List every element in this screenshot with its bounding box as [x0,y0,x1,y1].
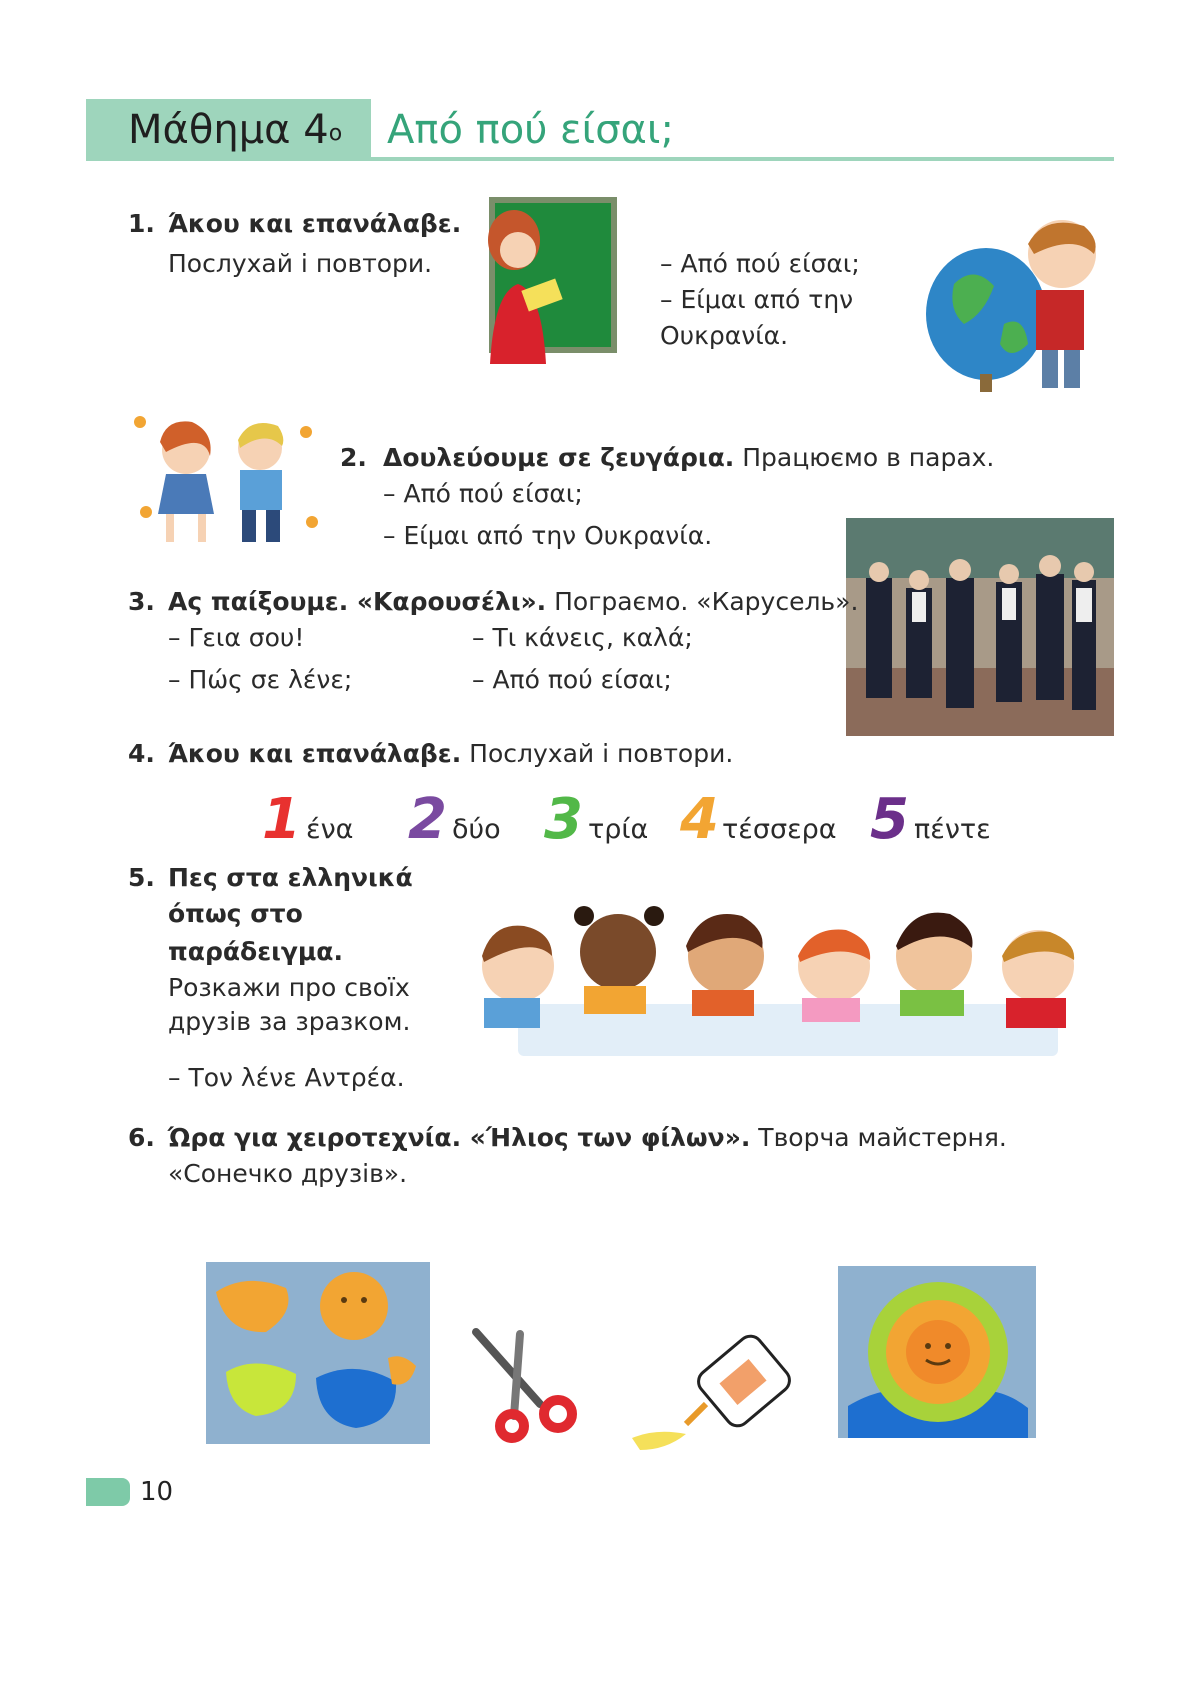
exercise-3-left-line-1: – Γεια σου! [168,623,305,652]
number-5-word: πέντε [914,814,991,845]
number-5-digit: 5 [870,787,909,852]
exercise-3-right-line-1: – Τι κάνεις, καλά; [472,623,693,652]
paper-hands-photo [206,1262,430,1444]
exercise-2-title: Δουλεύουμε σε ζευγάρια. Працюємо в парах. [383,443,995,472]
page-number-tab [86,1478,130,1506]
exercise-6-subtitle: «Сонечко друзів». [168,1159,408,1188]
page-number: 10 [140,1477,174,1507]
exercise-1-number: 1. [128,209,155,238]
exercise-1-subtitle: Послухай і повтори. [168,249,433,278]
scissors-icon [470,1326,578,1444]
children-pair-illustration [126,402,322,550]
exercise-5-number: 5. [128,863,155,892]
header-underline [371,157,1114,161]
number-4-word: τέσσερα [722,814,837,845]
exercise-2-dialog-line-1: – Από πού είσαι; [383,479,583,508]
number-1-digit: 1 [262,787,301,852]
exercise-2-dialog-line-2: – Είμαι από την Ουκρανία. [383,521,713,550]
exercise-1-dialog-line-2: – Είμαι από την [660,285,854,314]
exercise-6-number: 6. [128,1123,155,1152]
page-title: Από πού είσαι; [387,107,674,153]
children-group-illustration [472,886,1094,1056]
exercise-2-number: 2. [340,443,367,472]
exercise-5-subtitle-line-1: Розкажи про своїх [168,973,410,1002]
boy-with-globe-illustration [924,214,1114,396]
lesson-label: Μάθημα $4^o$ [128,107,343,153]
number-1-word: ένα [306,814,354,845]
teacher-illustration [470,192,620,364]
friends-sun-photo [838,1266,1036,1438]
exercise-4-title: Άκου και επανάλαβε. Послухай і повтори. [168,739,734,768]
exercise-5-title-line-1: Πες στα ελληνικά [168,863,413,892]
exercise-4-number: 4. [128,739,155,768]
exercise-3-right-line-2: – Από πού είσαι; [472,665,672,694]
exercise-5-title-line-2: όπως στο [168,899,303,928]
numbers-row [262,787,1022,854]
number-3-digit: 3 [544,787,583,852]
exercise-1-dialog-line-1: – Από πού είσαι; [660,249,860,278]
exercise-5-subtitle-line-2: друзів за зразком. [168,1007,411,1036]
number-3-word: τρία [588,814,649,845]
glue-bottle-icon [626,1328,810,1458]
number-2-word: δύο [452,814,501,845]
exercise-5-title-line-3: παράδειγμα. [168,937,343,966]
exercise-3-left-line-2: – Πώς σε λένε; [168,665,353,694]
exercise-3-number: 3. [128,587,155,616]
exercise-5-example: – Τον λένε Αντρέα. [168,1063,405,1092]
classroom-photo [846,518,1114,736]
exercise-1-dialog-line-3: Ουκρανία. [660,321,789,350]
number-4-digit: 4 [680,787,719,852]
exercise-3-title: Ας παίξουμε. «Καρουσέλι». Пограємо. «Карусель». [168,587,859,616]
exercise-1-title: Άκου και επανάλαβε. [168,209,462,238]
number-2-digit: 2 [408,787,447,852]
exercise-6-title: Ώρα για χειροτεχνία. «Ήλιος των φίλων». Творча майстерня. [168,1123,1007,1152]
